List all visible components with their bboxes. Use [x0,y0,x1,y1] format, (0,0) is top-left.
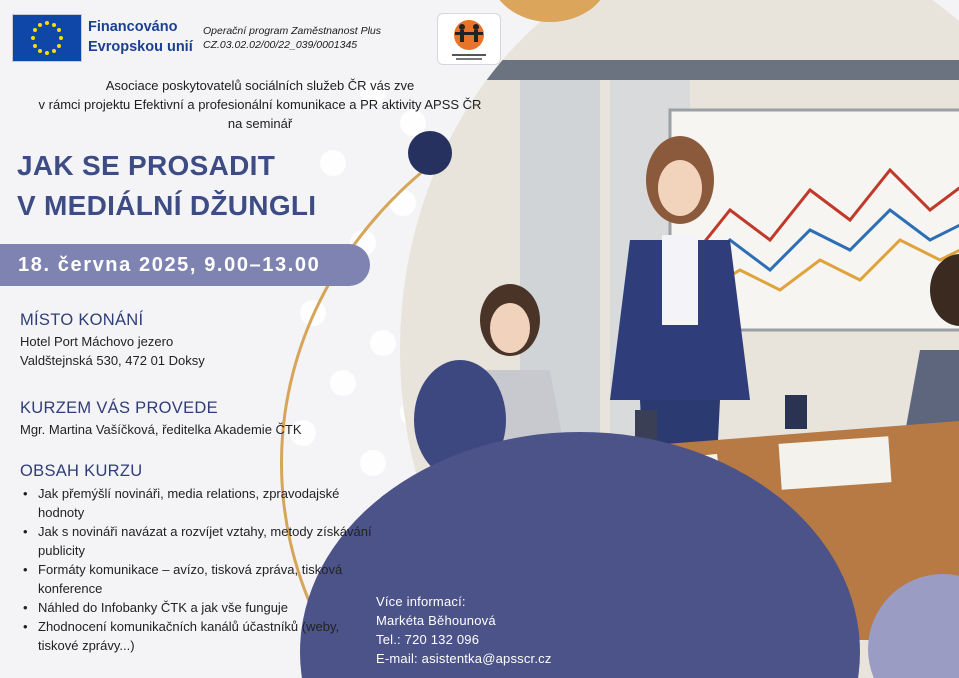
eu-funding-label [88,17,193,57]
title-line-2: V MEDIÁLNÍ DŽUNGLI [17,190,317,221]
eu-funding-line2: Evropskou unií [88,39,193,55]
invite-line-2: v rámci projektu Efektivní a profesionální komunikace a PR aktivity APSS ČR [38,97,482,112]
title-line-1: JAK SE PROSADIT [17,150,276,181]
list-item: • Náhled do Infobanky ČTK a jak vše funguje [38,598,378,617]
list-item: • Jak s novináři navázat a rozvíjet vztahy, metody získávání publicity [38,522,378,560]
apss-logo-icon [437,13,501,65]
event-date: 18. června 2025, 9.00–13.00 [18,254,321,276]
contact-heading: Více informací: [376,594,466,609]
list-item: • Jak přemýšlí novináři, media relations, zpravodajské hodnoty [38,484,378,522]
contact-phone: Tel.: 720 132 096 [376,632,480,647]
page-title [17,146,316,226]
eu-funding-line1: Financováno [88,19,178,35]
invite-line-1: Asociace poskytovatelů sociálních služeb ČR vás zve [105,78,415,93]
lecturer-heading: KURZEM VÁS PROVEDE [20,399,218,417]
venue-line-2: Valdštejnská 530, 472 01 Doksy [20,353,205,368]
lecturer-line: Mgr. Martina Vašíčková, ředitelka Akademie ČTK [20,422,302,437]
contact-email[interactable]: E-mail: asistentka@apsscr.cz [376,651,552,666]
venue-heading: MÍSTO KONÁNÍ [20,311,144,329]
list-item: • Formáty komunikace – avízo, tisková zpráva, tisková konference [38,560,378,598]
course-content-list [20,484,378,655]
program-code: CZ.03.02.02/00/22_039/0001345 [203,39,358,51]
eu-flag-icon [12,14,82,62]
program-name: Operační program Zaměstnanost Plus [203,25,381,37]
program-info [203,24,381,52]
list-item: • Zhodnocení komunikačních kanálů účastníků (weby, tiskové zprávy...) [38,617,378,655]
venue-line-1: Hotel Port Máchovo jezero [20,334,174,349]
decorative-navy-circle [408,131,452,175]
invite-line-3: na seminář [227,116,293,131]
contact-name: Markéta Běhounová [376,613,496,628]
content-heading: OBSAH KURZU [20,462,143,480]
